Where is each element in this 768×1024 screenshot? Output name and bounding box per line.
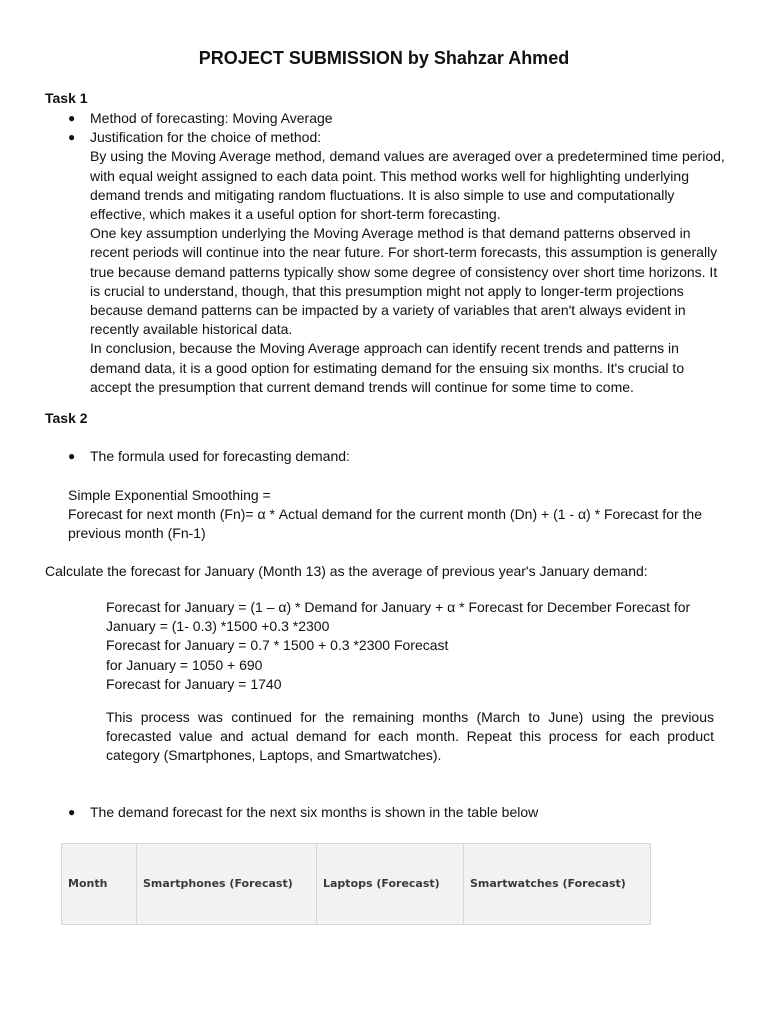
- task1-bullet-method: [68, 109, 728, 128]
- task1-bullet-method-text: Method of forecasting: Moving Average: [90, 110, 333, 126]
- task1-paragraph-1: By using the Moving Average method, demand values are averaged over a predetermined time period, with equal weight assigned to each data point. This method works well for highlighting underlying demand trends and mitigating random fluctuations. It is also simple to use and computationally effective, which makes it a useful option for short-term forecasting.: [90, 148, 725, 223]
- calc-line: Forecast for January = 1740: [106, 675, 282, 692]
- bullet-icon: ●: [68, 111, 76, 125]
- task2-bullet-formula-text: The formula used for forecasting demand:: [90, 448, 350, 464]
- forecast-table: [61, 843, 651, 925]
- bullet-icon: ●: [68, 805, 76, 819]
- table-header-row: [62, 844, 651, 925]
- calc-line: Forecast for January = 0.7 * 1500 + 0.3 *2300 Forecast: [106, 637, 449, 654]
- task2-bullet-table: [68, 803, 728, 822]
- calc-line: January = (1- 0.3) *1500 +0.3 *2300: [106, 618, 330, 635]
- task1-paragraph-3: In conclusion, because the Moving Average approach can identify recent trends and patterns in demand data, it is a good option for estimating demand for the ensuing six months. It's crucial to accept the presumption that current demand trends will continue for some time to come.: [90, 340, 685, 395]
- process-paragraph: This process was continued for the remaining months (March to June) using the previous forecasted value and actual demand for each month. Repeat this process for each product category (Smartphones, Laptops, and Smartwatches).: [106, 709, 714, 764]
- task2-heading: Task 2: [45, 410, 88, 426]
- task1-bullet-list: [68, 109, 728, 397]
- header-laptops: Laptops (Forecast): [317, 844, 464, 925]
- bullet-icon: ●: [68, 130, 76, 145]
- bullet-icon: ●: [68, 449, 76, 463]
- header-month: Month: [62, 844, 137, 925]
- calculation-block: [106, 598, 726, 694]
- header-smartphones: Smartphones (Forecast): [137, 844, 317, 925]
- formula-block: [68, 486, 728, 544]
- calc-intro: Calculate the forecast for January (Month 13) as the average of previous year's January demand:: [45, 563, 648, 579]
- document-title: PROJECT SUBMISSION by Shahzar Ahmed: [198, 48, 570, 68]
- calc-line: Forecast for January = (1 – α) * Demand for January + α * Forecast for December Forecast for: [106, 599, 691, 615]
- formula-line-2: Forecast for next month (Fn)= α * Actual demand for the current month (Dn) + (1 - α) * Forecast for the previous month (Fn-1): [68, 506, 702, 542]
- header-smartwatches: Smartwatches (Forecast): [464, 844, 651, 925]
- task2-bullet-table-text: The demand forecast for the next six months is shown in the table below: [90, 804, 539, 820]
- task1-heading: Task 1: [45, 90, 88, 106]
- formula-line-1: Simple Exponential Smoothing =: [68, 487, 271, 503]
- calc-line: for January = 1050 + 690: [106, 656, 263, 673]
- task1-bullet-justification-text: Justification for the choice of method:: [90, 129, 322, 146]
- task2-bullet-formula: [68, 447, 728, 466]
- task1-paragraph-2: One key assumption underlying the Moving Average method is that demand patterns observed in recent periods will continue into the near future. For short-term forecasts, this assumption is generally true because demand patterns typically show some degree of consistency over short time horizons. It is crucial to understand, though, that this presumption might not apply to longer-term projections because demand patterns can be impacted by a variety of variables that aren't always evident in recently available historical data.: [90, 225, 718, 338]
- task1-bullet-justification: [68, 128, 728, 397]
